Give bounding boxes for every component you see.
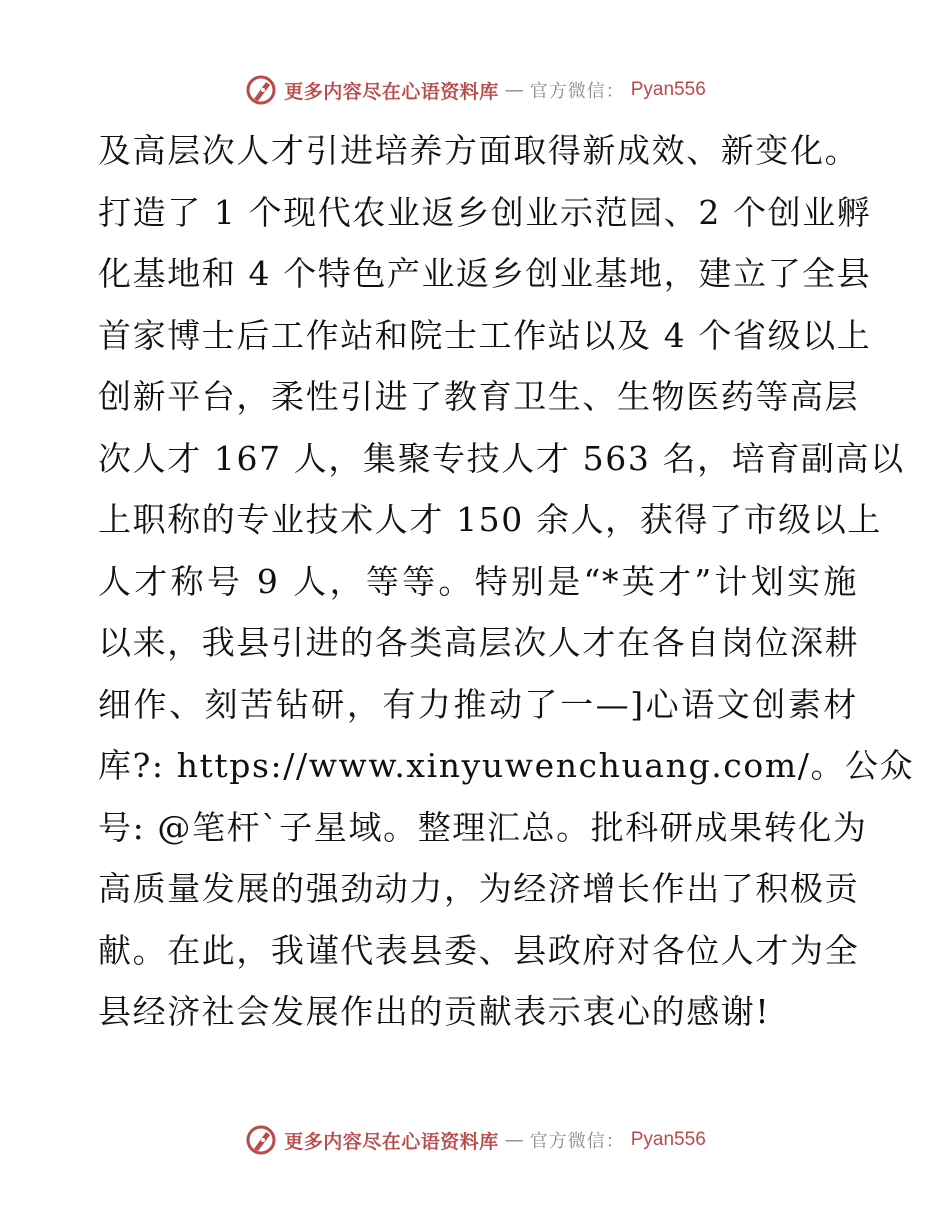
banner-official-label: 官方微信： bbox=[529, 81, 625, 102]
footer-banner bbox=[0, 1120, 950, 1160]
banner-official-label: 官方微信： bbox=[529, 1131, 625, 1152]
header-banner bbox=[0, 70, 950, 110]
text-line: 化基地和 4 个特色产业返乡创业基地，建立了全县 bbox=[98, 254, 872, 293]
banner-separator: — bbox=[504, 1129, 524, 1151]
pen-nib-circle-icon bbox=[244, 1123, 278, 1157]
text-line: 库?: https://www.xinyuwenchuang.com/。公众 bbox=[98, 746, 915, 785]
text-line: 献。在此，我谨代表县委、县政府对各位人才为全 bbox=[98, 930, 860, 970]
text-line: 上职称的专业技术人才 150 余人，获得了市级以上 bbox=[98, 500, 882, 539]
banner-main-text: 更多内容尽在心语资料库 bbox=[284, 1130, 499, 1153]
banner-main-text: 更多内容尽在心语资料库 bbox=[284, 80, 499, 103]
banner-wechat-id: Pyan556 bbox=[630, 79, 706, 100]
text-line: 高质量发展的强劲动力，为经济增长作出了积极贡 bbox=[98, 869, 860, 908]
text-line: 创新平台，柔性引进了教育卫生、生物医药等高层 bbox=[98, 377, 860, 416]
document-body bbox=[98, 120, 915, 1043]
text-line: 以来，我县引进的各类高层次人才在各自岗位深耕 bbox=[98, 623, 860, 662]
text-line: 次人才 167 人，集聚专技人才 563 名，培育副高以 bbox=[98, 438, 905, 478]
banner-wechat-id: Pyan556 bbox=[630, 1129, 706, 1150]
text-line: 首家博士后工作站和院士工作站以及 4 个省级以上 bbox=[98, 315, 872, 355]
text-line: 及高层次人才引进培养方面取得新成效、新变化。 bbox=[98, 131, 860, 170]
text-line: 打造了 1 个现代农业返乡创业示范园、2 个创业孵 bbox=[98, 192, 872, 232]
text-line: 县经济社会发展作出的贡献表示衷心的感谢! bbox=[98, 992, 771, 1031]
text-line: 细作、刻苦钻研，有力推动了一—]心语文创素材 bbox=[98, 684, 858, 724]
pen-nib-circle-icon bbox=[244, 73, 278, 107]
text-line: 人才称号 9 人，等等。特别是“*英才”计划实施 bbox=[98, 561, 858, 601]
banner-separator: — bbox=[504, 79, 524, 101]
text-line: 号: @笔杆`子星域。整理汇总。批科研成果转化为 bbox=[98, 807, 868, 847]
header-banner-content bbox=[244, 73, 706, 107]
footer-banner-content bbox=[244, 1123, 706, 1157]
